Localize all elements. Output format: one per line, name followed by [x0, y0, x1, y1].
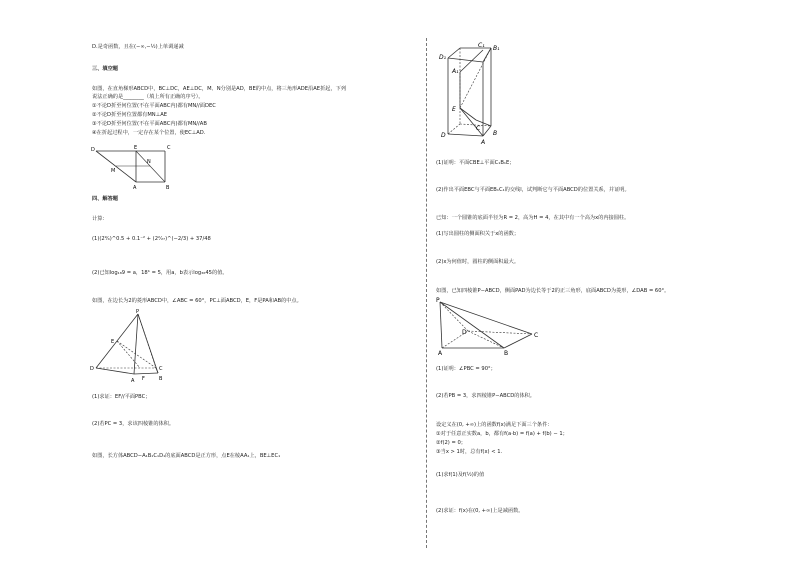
section-heading-answer: 四、解答题 [92, 196, 118, 202]
fill-question-line2: 说法正确的是________（填上所有正确的序号）。 [92, 94, 204, 100]
fig2-label-a: A [131, 378, 135, 384]
fill-option-1: ①不论D折至何位置(不在平面ABC内)都有MN//面DEC [92, 103, 216, 109]
fill-option-4: ④在折起过程中，一定存在某个位置，使EC⊥AD. [92, 130, 206, 136]
calc-expression-1: (1)(2⁹⁄₄)^0.5 + 0.1⁻² + (2²⁄₂₇)^(−2/3) + 37/48 [92, 236, 211, 242]
pyramid2-part-2: (2)若PB = 3，求四棱锥P−ABCD的体积。 [436, 393, 535, 399]
fill-option-2: ②不论D折至何位置都有MN⊥AE [92, 112, 168, 118]
fig3-label-c: C [476, 125, 481, 132]
fill-question-line1: 如图，在直角梯形ABCD中，BC⊥DC，AE⊥DC，M、N分别是AD，BE的中点，将三角形ADE沿AE折起，下列 [92, 86, 347, 92]
fig2-label-f: F [142, 376, 145, 382]
function-question: 设定义在(0, +∞)上的函数f(x)满足下面三个条件： [436, 422, 553, 428]
function-condition-1: ①对于任意正实数a，b，都有f(a·b) = f(a) + f(b) − 1； [436, 431, 568, 437]
cone-question: 已知：一个圆锥的底面半径为R = 2，高为H = 4，在其中有一个高为x的内接圆柱。 [436, 215, 630, 221]
pyramid2-figure [434, 298, 544, 358]
cuboid-figure [436, 40, 518, 146]
cone-part-2: (2)x为何值时，圆柱的侧面积最大。 [436, 259, 520, 265]
fig4-label-c: C [534, 332, 539, 339]
fig1-label-e: E [134, 145, 138, 151]
fig4-label-b: B [504, 350, 509, 357]
pyramid-part-2: (2)若PC = 3，求该四棱锥的体积。 [92, 421, 175, 427]
column-divider [426, 38, 427, 548]
pyramid-figure [90, 310, 170, 386]
pyramid-part-1: (1)求证：EF//平面PBC； [92, 394, 151, 400]
fig3-label-d1: D₁ [439, 54, 447, 61]
function-condition-2: ②f(2) = 0； [436, 440, 466, 446]
fig3-label-a: A [481, 139, 486, 146]
fig1-label-c: C [167, 145, 171, 151]
fig3-label-d: D [441, 132, 446, 139]
fig3-label-a1: A₁ [452, 68, 459, 75]
fig3-label-c1: C₁ [478, 42, 485, 49]
cuboid-question: 如图，长方体ABCD−A₁B₁C₁D₁的底面ABCD是正方形，点E在棱AA₁上，BE⊥EC₁ [92, 453, 281, 459]
fig2-label-p: P [136, 309, 140, 315]
fig1-label-m: M [111, 168, 116, 174]
calc-expression-2: (2)已知log₁₈9 = a，18ᵇ = 5，用a，b表示log₃₆45的值。 [92, 270, 228, 276]
fig1-label-a: A [133, 185, 137, 191]
fig1-label-n: N [147, 159, 151, 165]
fig1-label-b: B [166, 185, 170, 191]
cone-part-1: (1)写出圆柱的侧面积关于x的函数； [436, 231, 520, 237]
pyramid2-question: 如图，已知四棱锥P−ABCD，侧面PAD为边长等于2的正三角形，底面ABCD为菱形，∠DAB = 60°。 [436, 288, 670, 294]
cuboid-part-2: (2)作出平面EBC与平面EB₁C₁的交线l，试判断它与平面ABCD的位置关系，并证明。 [436, 187, 630, 193]
option-d: D.是奇函数，且在(−∞,−½)上单调递减 [92, 44, 184, 50]
function-condition-3: ③当x > 1时，总有f(x) < 1. [436, 449, 503, 455]
fill-option-3: ③不论D折至何位置(不在平面ABC内)都有MN//AB [92, 121, 207, 127]
fig2-label-c: C [159, 366, 163, 372]
fig2-label-b: B [159, 376, 163, 382]
fig4-label-a: A [438, 350, 443, 357]
function-part-2: (2)求证：f(x)在(0, +∞)上是减函数。 [436, 508, 524, 514]
fig3-label-e: E [452, 106, 456, 113]
fig3-label-b: B [493, 130, 498, 137]
fig4-label-p: P [436, 297, 440, 304]
fig2-label-e: E [111, 339, 115, 345]
function-part-1: (1)求f(1)及f(½)的值 [436, 472, 485, 478]
fig1-label-d: D [91, 147, 95, 153]
pyramid2-part-1: (1)证明：∠PBC = 90°； [436, 366, 496, 372]
cuboid-part-1: (1)证明：平面CBE⊥平面C₁B₁E； [436, 160, 515, 166]
section-heading-fill-blank: 三、填空题 [92, 66, 118, 72]
fig3-label-b1: B₁ [493, 45, 500, 52]
trapezoid-figure [90, 142, 180, 190]
pyramid-question: 如图，在边长为2的菱形ABCD中，∠ABC = 60°，PC⊥面ABCD，E，F是PA和AB的中点。 [92, 298, 302, 304]
fig2-label-d: D [90, 366, 94, 372]
calc-heading: 计算： [92, 216, 108, 222]
fig4-label-d: D [462, 329, 467, 336]
